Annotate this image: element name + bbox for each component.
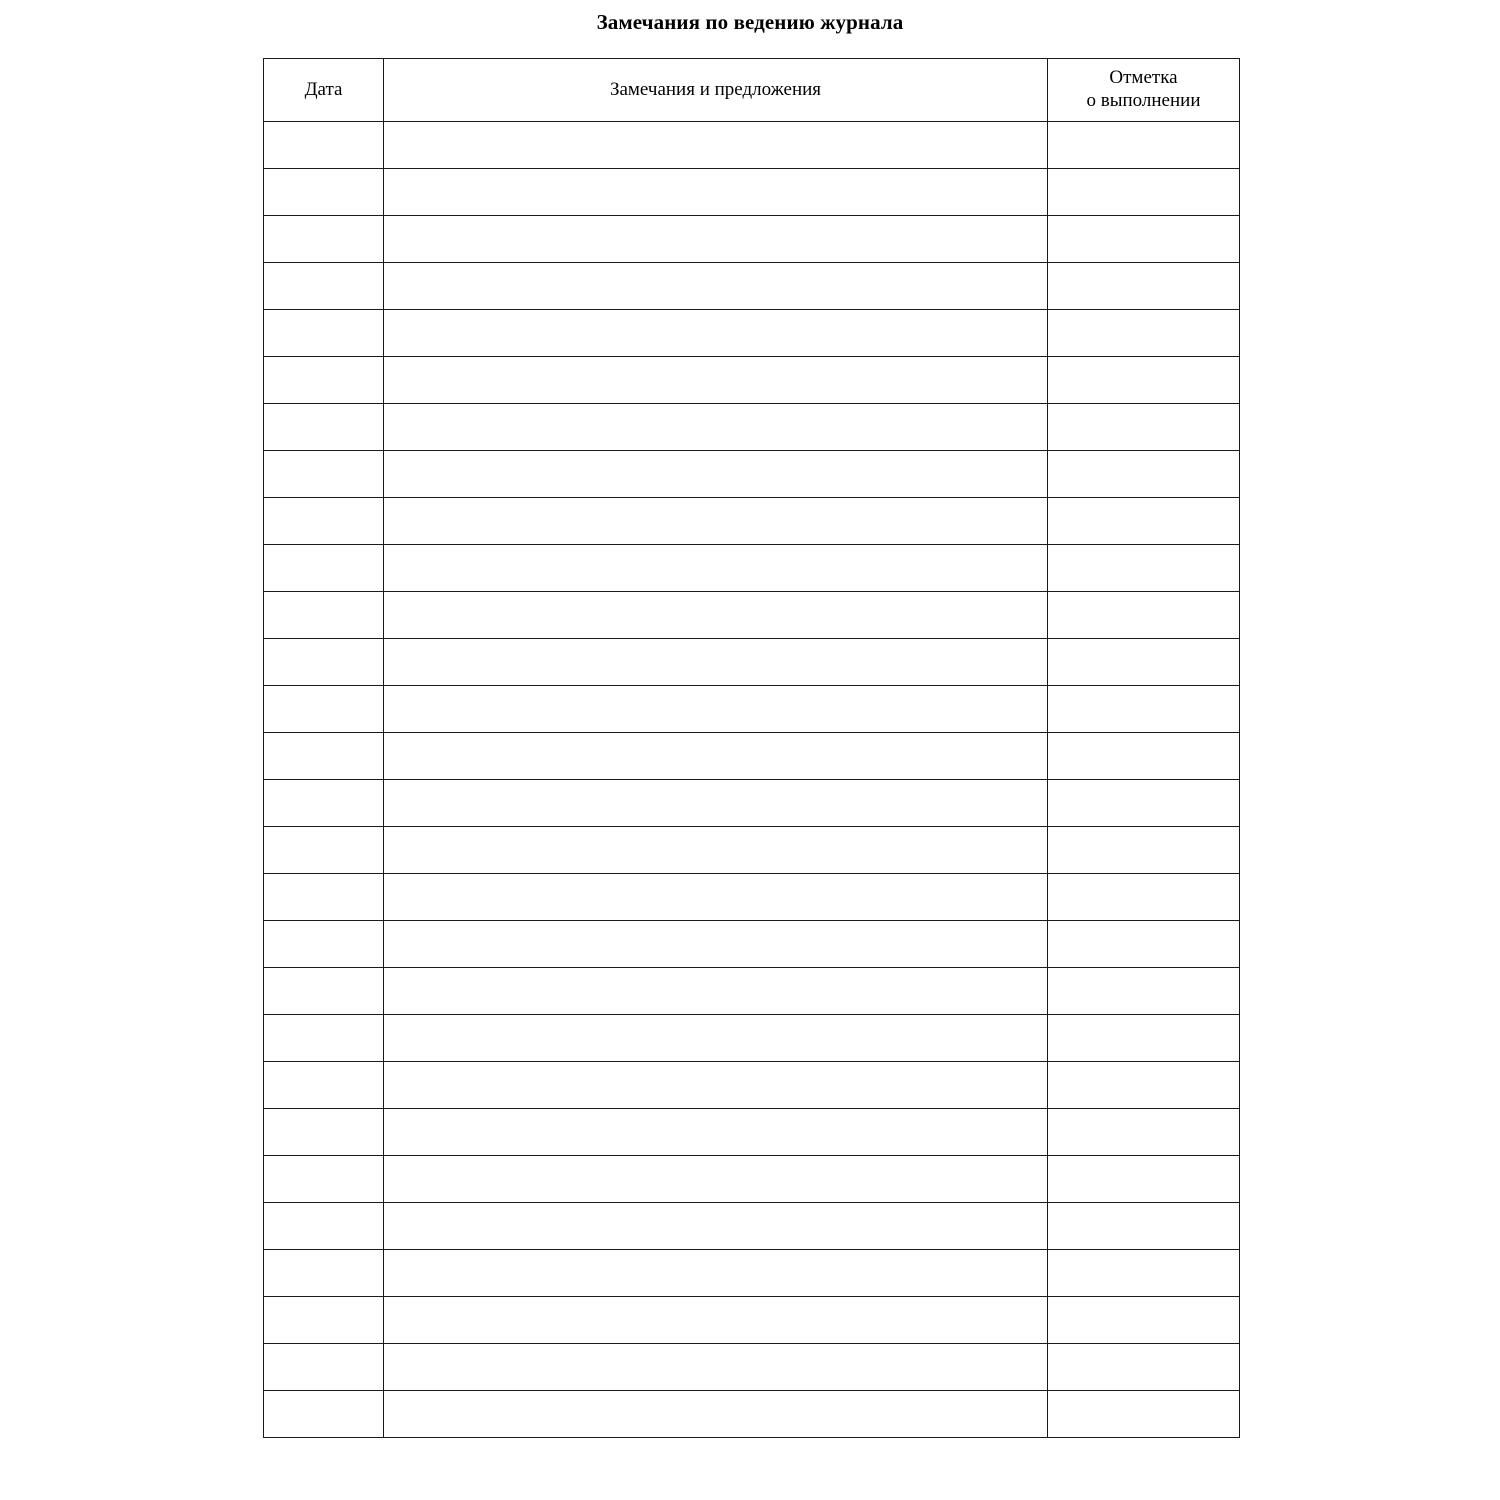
cell-mark[interactable] — [1048, 1156, 1240, 1203]
cell-date[interactable] — [264, 357, 384, 404]
cell-date[interactable] — [264, 1250, 384, 1297]
cell-date[interactable] — [264, 169, 384, 216]
cell-mark[interactable] — [1048, 263, 1240, 310]
cell-date[interactable] — [264, 1203, 384, 1250]
table-row — [264, 122, 1240, 169]
table-row — [264, 639, 1240, 686]
cell-notes[interactable] — [384, 827, 1048, 874]
cell-date[interactable] — [264, 1109, 384, 1156]
table-row — [264, 1203, 1240, 1250]
cell-notes[interactable] — [384, 1156, 1048, 1203]
cell-notes[interactable] — [384, 1203, 1048, 1250]
table-row — [264, 1015, 1240, 1062]
cell-notes[interactable] — [384, 1015, 1048, 1062]
cell-date[interactable] — [264, 263, 384, 310]
table-row — [264, 1344, 1240, 1391]
table-row — [264, 1250, 1240, 1297]
cell-notes[interactable] — [384, 780, 1048, 827]
cell-notes[interactable] — [384, 263, 1048, 310]
table-row — [264, 1156, 1240, 1203]
cell-date[interactable] — [264, 686, 384, 733]
table-row — [264, 921, 1240, 968]
cell-date[interactable] — [264, 1297, 384, 1344]
cell-notes[interactable] — [384, 1391, 1048, 1438]
cell-date[interactable] — [264, 1156, 384, 1203]
table-row — [264, 780, 1240, 827]
cell-date[interactable] — [264, 592, 384, 639]
cell-mark[interactable] — [1048, 1109, 1240, 1156]
cell-mark[interactable] — [1048, 169, 1240, 216]
cell-date[interactable] — [264, 545, 384, 592]
table-row — [264, 169, 1240, 216]
cell-date[interactable] — [264, 639, 384, 686]
cell-mark[interactable] — [1048, 357, 1240, 404]
cell-mark[interactable] — [1048, 1297, 1240, 1344]
column-header-notes: Замечания и предложения — [384, 59, 1048, 122]
cell-mark[interactable] — [1048, 733, 1240, 780]
table-row — [264, 404, 1240, 451]
cell-notes[interactable] — [384, 874, 1048, 921]
cell-date[interactable] — [264, 451, 384, 498]
cell-mark[interactable] — [1048, 498, 1240, 545]
table-row — [264, 451, 1240, 498]
cell-notes[interactable] — [384, 1250, 1048, 1297]
cell-mark[interactable] — [1048, 545, 1240, 592]
table-row — [264, 263, 1240, 310]
cell-mark[interactable] — [1048, 780, 1240, 827]
table-row — [264, 310, 1240, 357]
table-header — [264, 59, 1240, 122]
column-header-mark-line2: о выполнении — [1086, 90, 1201, 111]
cell-notes[interactable] — [384, 968, 1048, 1015]
cell-notes[interactable] — [384, 1062, 1048, 1109]
page-title: Замечания по ведению журнала — [596, 10, 904, 34]
cell-notes[interactable] — [384, 357, 1048, 404]
cell-date[interactable] — [264, 122, 384, 169]
cell-date[interactable] — [264, 874, 384, 921]
table-header-row — [264, 59, 1240, 122]
cell-mark[interactable] — [1048, 310, 1240, 357]
cell-mark[interactable] — [1048, 686, 1240, 733]
cell-notes[interactable] — [384, 404, 1048, 451]
table-body — [264, 122, 1240, 1438]
table-row — [264, 1297, 1240, 1344]
table-row — [264, 827, 1240, 874]
cell-notes[interactable] — [384, 216, 1048, 263]
cell-date[interactable] — [264, 1062, 384, 1109]
column-header-mark — [1048, 59, 1240, 122]
table-row — [264, 733, 1240, 780]
cell-mark[interactable] — [1048, 216, 1240, 263]
table-row — [264, 592, 1240, 639]
journal-table-container — [263, 58, 1239, 1438]
cell-notes[interactable] — [384, 1109, 1048, 1156]
cell-date[interactable] — [264, 404, 384, 451]
cell-date[interactable] — [264, 1015, 384, 1062]
table-row — [264, 357, 1240, 404]
cell-mark[interactable] — [1048, 874, 1240, 921]
cell-notes[interactable] — [384, 921, 1048, 968]
cell-mark[interactable] — [1048, 1391, 1240, 1438]
cell-mark[interactable] — [1048, 1015, 1240, 1062]
cell-mark[interactable] — [1048, 1062, 1240, 1109]
cell-mark[interactable] — [1048, 1203, 1240, 1250]
cell-date[interactable] — [264, 827, 384, 874]
table-row — [264, 1062, 1240, 1109]
table-row — [264, 1391, 1240, 1438]
journal-table — [263, 58, 1240, 1438]
cell-notes[interactable] — [384, 169, 1048, 216]
table-row — [264, 498, 1240, 545]
cell-notes[interactable] — [384, 122, 1048, 169]
table-row — [264, 545, 1240, 592]
table-row — [264, 1109, 1240, 1156]
cell-notes[interactable] — [384, 1297, 1048, 1344]
cell-mark[interactable] — [1048, 122, 1240, 169]
table-row — [264, 874, 1240, 921]
cell-notes[interactable] — [384, 686, 1048, 733]
cell-mark[interactable] — [1048, 968, 1240, 1015]
cell-mark[interactable] — [1048, 451, 1240, 498]
cell-date[interactable] — [264, 1344, 384, 1391]
cell-notes[interactable] — [384, 1344, 1048, 1391]
cell-mark[interactable] — [1048, 404, 1240, 451]
cell-date[interactable] — [264, 968, 384, 1015]
cell-date[interactable] — [264, 780, 384, 827]
table-row — [264, 968, 1240, 1015]
cell-mark[interactable] — [1048, 827, 1240, 874]
table-row — [264, 686, 1240, 733]
cell-date[interactable] — [264, 921, 384, 968]
cell-notes[interactable] — [384, 592, 1048, 639]
cell-notes[interactable] — [384, 451, 1048, 498]
cell-date[interactable] — [264, 498, 384, 545]
cell-notes[interactable] — [384, 733, 1048, 780]
cell-mark[interactable] — [1048, 1250, 1240, 1297]
cell-date[interactable] — [264, 1391, 384, 1438]
cell-notes[interactable] — [384, 310, 1048, 357]
cell-mark[interactable] — [1048, 639, 1240, 686]
cell-date[interactable] — [264, 733, 384, 780]
column-header-date: Дата — [264, 59, 384, 122]
cell-notes[interactable] — [384, 639, 1048, 686]
cell-date[interactable] — [264, 216, 384, 263]
cell-mark[interactable] — [1048, 592, 1240, 639]
cell-date[interactable] — [264, 310, 384, 357]
cell-notes[interactable] — [384, 498, 1048, 545]
column-header-mark-line1: Отметка — [1109, 67, 1178, 89]
cell-notes[interactable] — [384, 545, 1048, 592]
cell-mark[interactable] — [1048, 921, 1240, 968]
table-row — [264, 216, 1240, 263]
cell-mark[interactable] — [1048, 1344, 1240, 1391]
